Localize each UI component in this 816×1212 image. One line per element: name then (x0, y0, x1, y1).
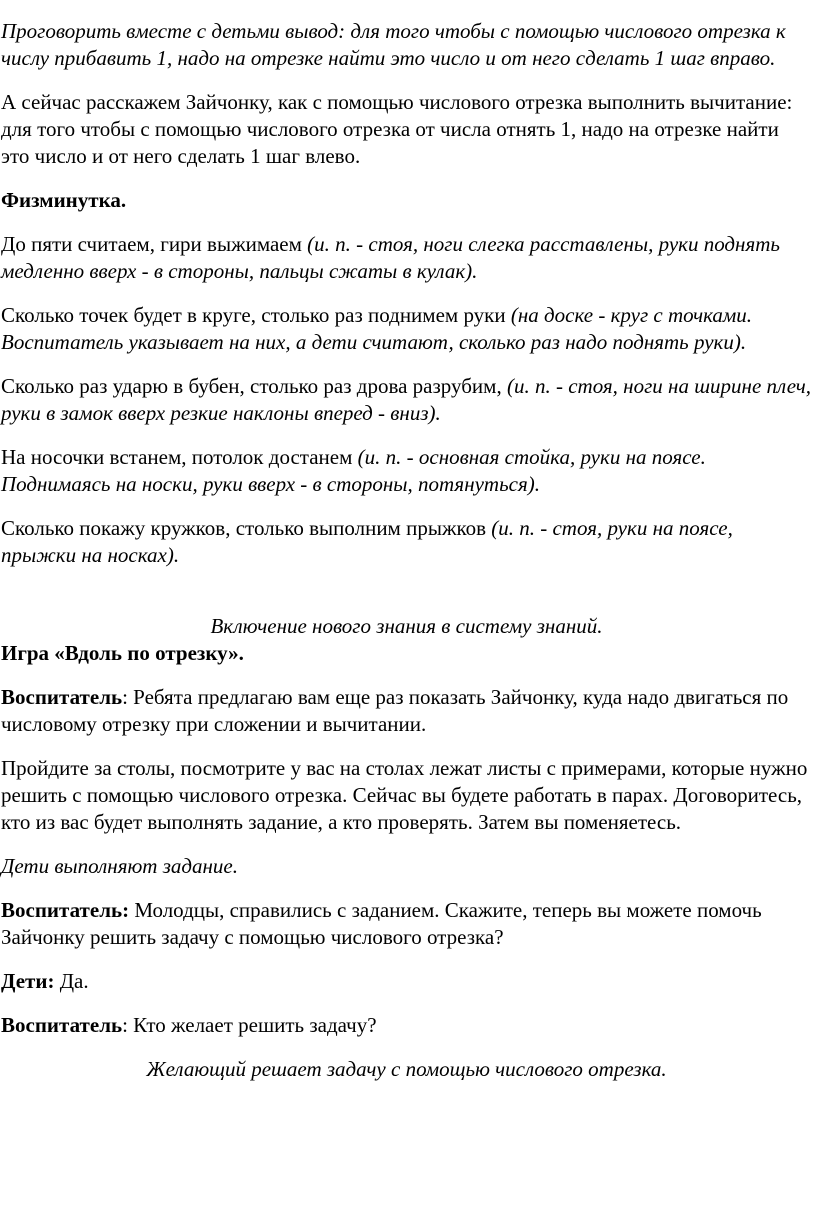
volunteer-action: Желающий решает задачу с помощью числового отрезка. (146, 1057, 667, 1081)
children-line (1, 968, 812, 995)
exercise-note: (на доске - круг с точками. Воспитатель указывает на них, а дети считают, сколько раз надо поднять руки). (1, 303, 753, 354)
speech-text: Молодцы, справились с заданием. Скажите, теперь вы можете помочь Зайчонку решить задачу с помощью числового отрезка? (1, 898, 762, 949)
teacher-line-1 (1, 684, 812, 738)
exercise-note: (и. п. - стоя, руки на поясе, прыжки на носках). (1, 516, 733, 567)
fizminutka-heading: Физминутка. (1, 188, 127, 212)
speaker-label: Воспитатель: (1, 898, 130, 922)
exercise-paragraph-3 (1, 373, 812, 427)
exercise-paragraph-2 (1, 302, 812, 356)
exercise-note: (и. п. - стоя, ноги слегка расставлены, руки поднять медленно вверх - в стороны, пальцы сжаты в кулак). (1, 232, 780, 283)
exercise-note: (и. п. - стоя, ноги на ширине плеч, руки в замок вверх резкие наклоны вперед - вниз). (1, 374, 812, 425)
exercise-paragraph-1 (1, 231, 812, 285)
teacher-line-2 (1, 897, 812, 951)
exercise-text: Сколько точек будет в круге, столько раз поднимем руки (1, 303, 511, 327)
exercise-text: Сколько покажу кружков, столько выполним прыжков (1, 516, 492, 540)
speech-text: : Ребята предлагаю вам еще раз показать Зайчонку, куда надо двигаться по числовому отрезку при сложении и вычитании. (1, 685, 789, 736)
instructions-paragraph: Пройдите за столы, посмотрите у вас на столах лежат листы с примерами, которые нужно решить с помощью числового отрезка. Сейчас вы будете работать в парах. Договоритесь, кто из вас будет выполнять задание, а кто проверять. Затем вы поменяетесь. (1, 756, 808, 834)
exercise-text: Сколько раз ударю в бубен, столько раз дрова разрубим, (1, 374, 507, 398)
teacher-line-3 (1, 1012, 812, 1039)
subtraction-paragraph: А сейчас расскажем Зайчонку, как с помощью числового отрезка выполнить вычитание: для того чтобы с помощью числового отрезка от числа отнять 1, надо на отрезке найти это число и от него сделать 1 шаг влево. (1, 90, 793, 168)
exercise-note: (и. п. - основная стойка, руки на поясе. Поднимаясь на носки, руки вверх - в стороны, потянуться). (1, 445, 706, 496)
speaker-label: Воспитатель (1, 685, 123, 709)
speech-text: Да. (54, 969, 89, 993)
section-title: Включение нового знания в систему знаний. (210, 614, 603, 638)
exercise-text: До пяти считаем, гири выжимаем (1, 232, 308, 256)
children-action: Дети выполняют задание. (1, 854, 238, 878)
exercise-paragraph-4 (1, 444, 812, 498)
game-heading: Игра «Вдоль по отрезку». (1, 641, 244, 665)
exercise-paragraph-5 (1, 515, 812, 569)
speaker-label: Дети: (1, 969, 55, 993)
exercise-text: На носочки встанем, потолок достанем (1, 445, 358, 469)
conclusion-paragraph: Проговорить вместе с детьми вывод: для того чтобы с помощью числового отрезка к числу прибавить 1, надо на отрезке найти это число и от него сделать 1 шаг вправо. (1, 19, 786, 70)
speech-text: : Кто желает решить задачу? (122, 1013, 377, 1037)
speaker-label: Воспитатель (1, 1013, 123, 1037)
